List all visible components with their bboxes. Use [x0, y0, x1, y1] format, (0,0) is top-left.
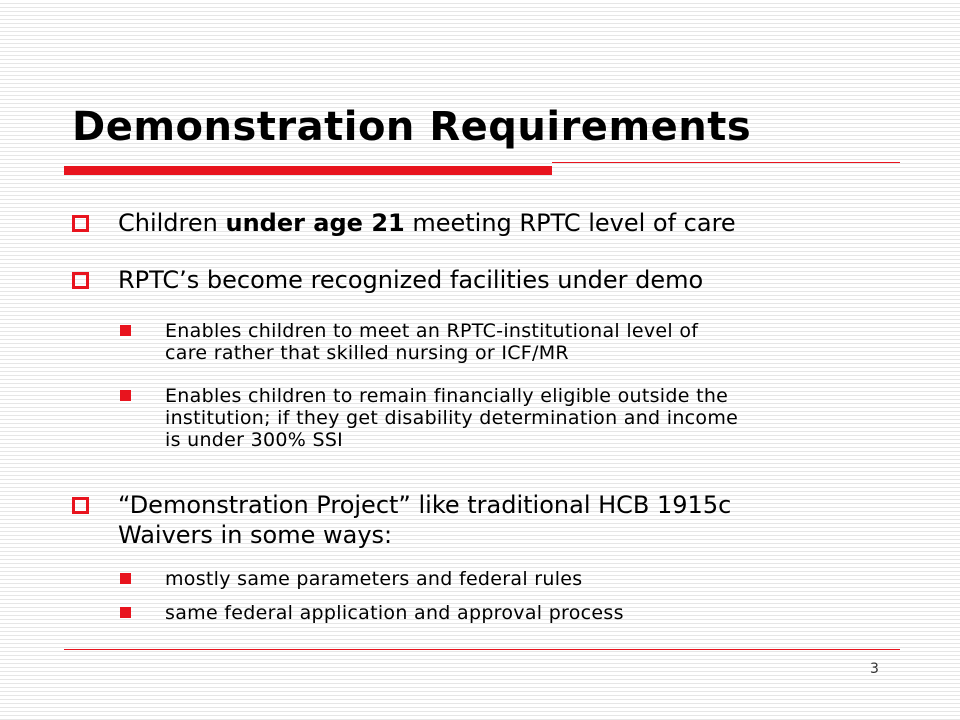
filled-square-bullet-icon — [120, 390, 131, 401]
filled-square-bullet-icon — [120, 573, 131, 584]
bullet-demonstration-project — [118, 490, 731, 550]
sub-bullet-financially-eligible — [165, 385, 738, 451]
title-underline-accent — [64, 166, 552, 175]
bullet-text-pre: Children — [118, 209, 226, 237]
sub-bullet-text: same federal application and approval process — [165, 602, 624, 624]
hollow-square-bullet-icon — [72, 215, 89, 232]
sub-bullet-line: care rather that skilled nursing or ICF/MR — [165, 342, 569, 364]
sub-bullet-rptc-level-of-care — [165, 320, 698, 364]
sub-bullet-line: Enables children to meet an RPTC-institutional level of — [165, 320, 699, 342]
page-number: 3 — [870, 661, 879, 677]
title-underline-thin — [552, 162, 900, 163]
sub-bullet-same-application — [165, 602, 624, 624]
footer-divider — [64, 649, 900, 650]
hollow-square-bullet-icon — [72, 272, 89, 289]
bullet-text: RPTC’s become recognized facilities under demo — [118, 266, 704, 294]
bullet-line: “Demonstration Project” like traditional HCB 1915c — [118, 491, 732, 519]
bullet-text-post: meeting RPTC level of care — [404, 209, 736, 237]
hollow-square-bullet-icon — [72, 497, 89, 514]
bullet-children-under-21 — [118, 208, 736, 238]
sub-bullet-line: Enables children to remain financially eligible outside the — [165, 385, 729, 407]
sub-bullet-same-parameters — [165, 568, 582, 590]
filled-square-bullet-icon — [120, 607, 131, 618]
bullet-text-bold: under age 21 — [225, 209, 405, 237]
sub-bullet-line: institution; if they get disability determination and income — [165, 407, 739, 429]
sub-bullet-line: is under 300% SSI — [165, 429, 344, 451]
filled-square-bullet-icon — [120, 325, 131, 336]
bullet-line: Waivers in some ways: — [118, 521, 393, 549]
bullet-rptc-recognized — [118, 265, 703, 295]
sub-bullet-text: mostly same parameters and federal rules — [165, 568, 583, 590]
slide-title: Demonstration Requirements — [72, 104, 752, 150]
